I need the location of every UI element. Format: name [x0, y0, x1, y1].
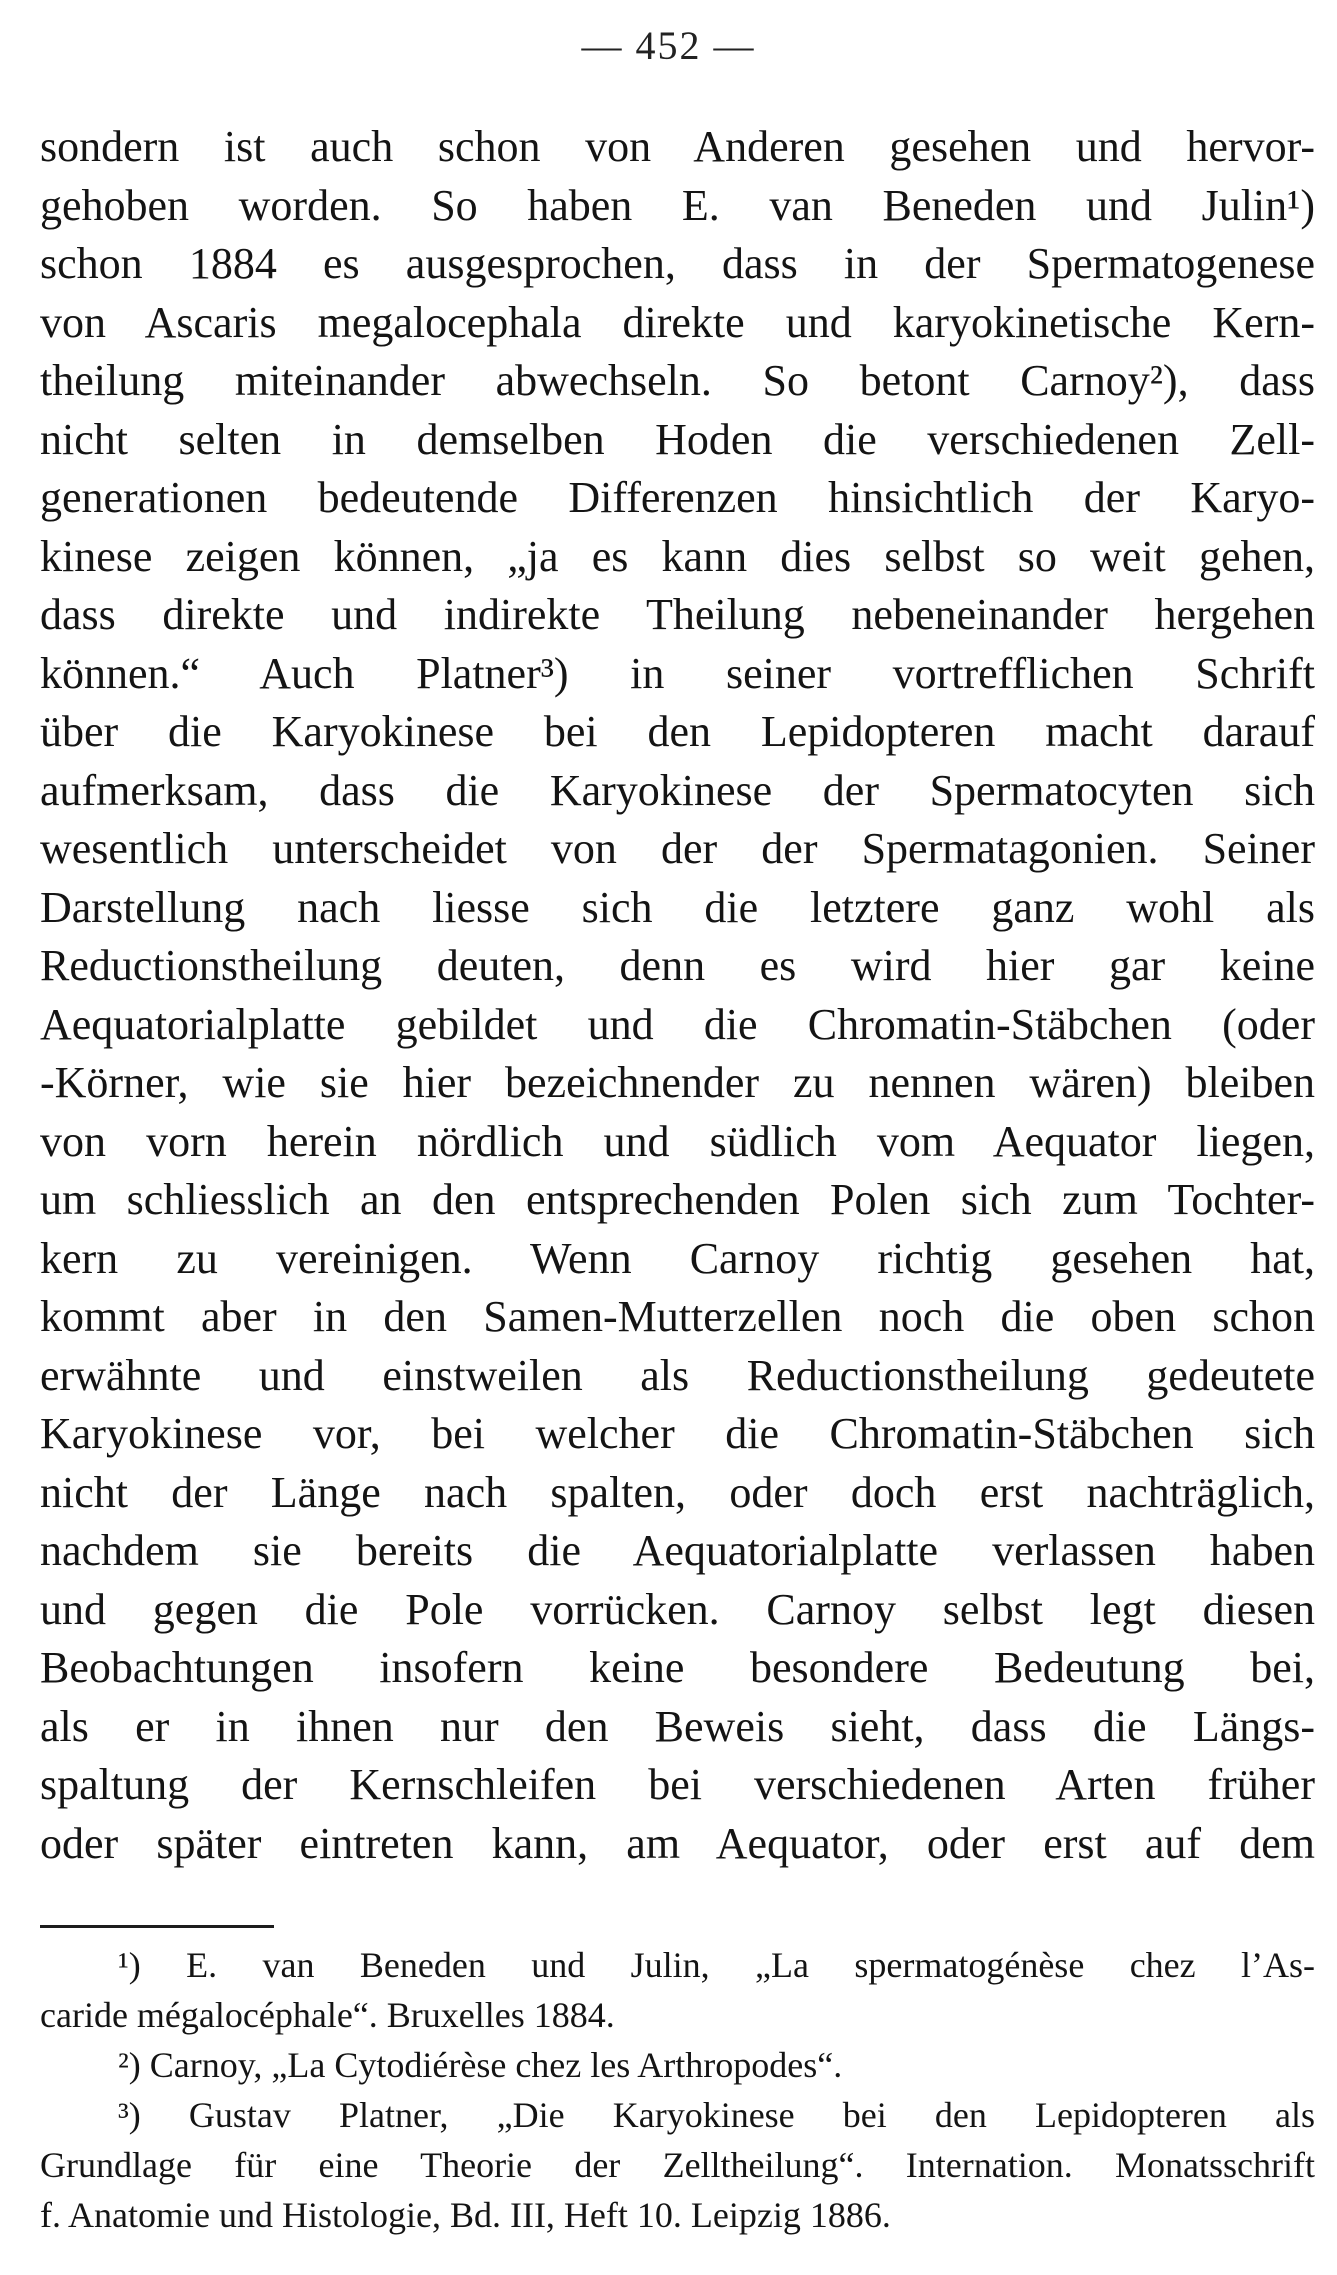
footnote-3-continued: Grundlage für eine Theorie der Zelltheilung“. Internation. Monatsschrift [40, 2145, 1315, 2185]
text-line: nicht der Länge nach spalten, oder doch erst nachträglich, [40, 1467, 1315, 1517]
footnote-divider [40, 1925, 274, 1928]
text-line: aufmerksam, dass die Karyokinese der Spermatocyten sich [40, 765, 1315, 815]
text-line: kommt aber in den Samen-Mutterzellen noch die oben schon [40, 1292, 1315, 1341]
text-line: spaltung der Kernschleifen bei verschiedenen Arten früher [40, 1760, 1315, 1809]
text-line: von vorn herein nördlich und südlich vom Aequator liegen, [40, 1116, 1315, 1166]
text-line: dass direkte und indirekte Theilung nebeneinander hergehen [40, 590, 1315, 639]
text-line: kern zu vereinigen. Wenn Carnoy richtig gesehen hat, [40, 1233, 1315, 1283]
text-line: wesentlich unterscheidet von der der Spermatagonien. Seiner [40, 824, 1315, 873]
text-line: Beobachtungen insofern keine besondere Bedeutung bei, [40, 1643, 1315, 1692]
text-line: kinese zeigen können, „ja es kann dies selbst so weit gehen, [40, 531, 1315, 581]
text-line: nachdem sie bereits die Aequatorialplatte verlassen haben [40, 1526, 1315, 1575]
text-line: -Körner, wie sie hier bezeichnender zu nennen wären) bleiben [40, 1058, 1315, 1107]
text-line: gehoben worden. So haben E. van Beneden und Julin¹) [40, 180, 1315, 230]
footnote-1: ¹) E. van Beneden und Julin, „La spermatogénèse chez l’As- [118, 1945, 1315, 1985]
text-line: sondern ist auch schon von Anderen gesehen und hervor- [40, 122, 1315, 171]
footnote-3-continued: f. Anatomie und Histologie, Bd. III, Heft 10. Leipzig 1886. [40, 2195, 891, 2235]
text-line: Aequatorialplatte gebildet und die Chromatin-Stäbchen (oder [40, 999, 1315, 1049]
text-line: erwähnte und einstweilen als Reductionstheilung gedeutete [40, 1350, 1315, 1400]
footnote-2: ²) Carnoy, „La Cytodiérèse chez les Arthropodes“. [118, 2045, 843, 2085]
footnote-3: ³) Gustav Platner, „Die Karyokinese bei den Lepidopteren als [118, 2095, 1315, 2135]
text-line: als er in ihnen nur den Beweis sieht, dass die Längs- [40, 1701, 1315, 1751]
text-line: Darstellung nach liesse sich die letztere ganz wohl als [40, 882, 1315, 932]
text-line: über die Karyokinese bei den Lepidopteren macht darauf [40, 707, 1315, 756]
text-line: und gegen die Pole vorrücken. Carnoy selbst legt diesen [40, 1584, 1315, 1634]
main-text [40, 118, 1315, 1873]
text-line: um schliesslich an den entsprechenden Polen sich zum Tochter- [40, 1175, 1315, 1224]
text-line: können.“ Auch Platner³) in seiner vortrefflichen Schrift [40, 648, 1315, 698]
page-number: — 452 — [581, 23, 756, 68]
text-line: oder später eintreten kann, am Aequator, oder erst auf dem [40, 1818, 1315, 1868]
text-line: theilung miteinander abwechseln. So betont Carnoy²), dass [40, 356, 1315, 405]
text-line: schon 1884 es ausgesprochen, dass in der Spermatogenese [40, 239, 1315, 288]
footnote-1-continued: caride mégalocéphale“. Bruxelles 1884. [40, 1995, 615, 2035]
text-line: nicht selten in demselben Hoden die verschiedenen Zell- [40, 414, 1315, 464]
text-line: Reductionstheilung deuten, denn es wird hier gar keine [40, 941, 1315, 990]
footnotes [40, 1940, 1315, 2240]
text-line: generationen bedeutende Differenzen hinsichtlich der Karyo- [40, 473, 1315, 522]
text-line: Karyokinese vor, bei welcher die Chromatin-Stäbchen sich [40, 1409, 1315, 1458]
text-line: von Ascaris megalocephala direkte und karyokinetische Kern- [40, 297, 1315, 347]
